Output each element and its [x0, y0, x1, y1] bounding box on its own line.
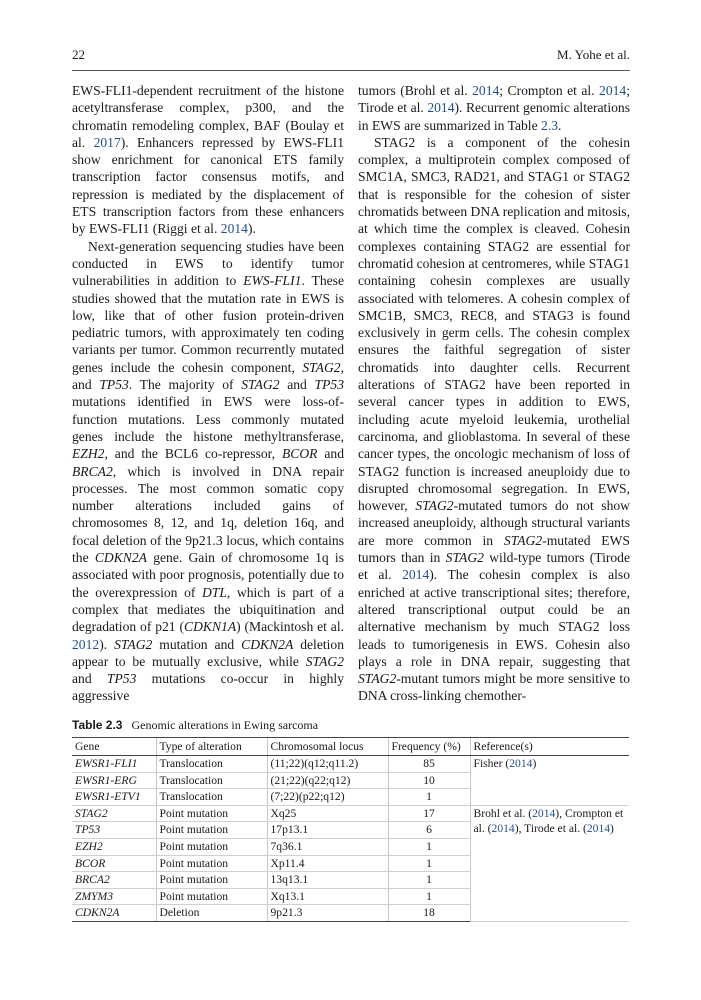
text-run: tumors (Brohl et al. — [358, 83, 473, 98]
left-text-column — [72, 82, 344, 705]
body-paragraph — [358, 134, 630, 705]
alteration-type-cell: Point mutation — [156, 855, 267, 872]
table-row — [72, 756, 629, 773]
italic-gene-name: STAG2 — [302, 359, 341, 375]
table-header-row — [72, 738, 629, 756]
genomic-alterations-table — [72, 737, 629, 922]
body-paragraph — [72, 82, 344, 238]
alteration-type-cell: Point mutation — [156, 822, 267, 839]
italic-gene-name: STAG2 — [114, 636, 153, 652]
text-run: . — [558, 117, 562, 133]
table-caption — [72, 718, 318, 733]
column-header: Reference(s) — [470, 738, 629, 756]
locus-cell: 13q13.1 — [267, 872, 388, 889]
italic-gene-name: EWS-FLI1 — [243, 273, 302, 289]
header-rule — [72, 70, 630, 71]
text-run: -mutated tumors do not show increased aneuploidy, although structural variants are more common in — [358, 498, 630, 548]
locus-cell: 7q36.1 — [267, 838, 388, 855]
text-run: ) — [532, 757, 537, 770]
text-run: . The majority of — [128, 377, 242, 393]
body-paragraph — [358, 82, 630, 134]
italic-gene-name: BCOR — [281, 446, 318, 462]
gene-cell: TP53 — [72, 822, 156, 839]
text-run: deletion appear to be mutually exclusive, while — [72, 636, 345, 669]
text-run: ; Crompton et al. — [499, 83, 600, 98]
locus-cell: Xp11.4 — [267, 855, 388, 872]
text-run: ), Tirode et al. ( — [514, 821, 587, 835]
text-run: and — [72, 671, 107, 687]
frequency-cell: 1 — [388, 838, 470, 855]
citation-link[interactable]: 2014 — [427, 100, 455, 116]
frequency-cell: 1 — [388, 872, 470, 889]
column-header: Chromosomal locus — [267, 738, 388, 756]
frequency-cell: 1 — [388, 888, 470, 905]
alteration-type-cell: Translocation — [156, 756, 267, 773]
frequency-cell: 85 — [388, 756, 470, 773]
text-run: and — [317, 446, 344, 462]
text-run: wild-type tumors (Tirode et al. — [358, 550, 631, 583]
citation-link[interactable]: 2014 — [586, 821, 611, 835]
citation-link[interactable]: 2014 — [509, 757, 533, 770]
text-run: ). The cohesin complex is also enriched at active transcriptional sites; therefore, altered transcriptional output could be an alternative mechanism by much STAG2 loss leads to tumorigenesis in EWS. Cohesin also plays a role in DNA repair, suggesting that — [358, 567, 630, 669]
locus-cell: (11;22)(q12;q11.2) — [267, 756, 388, 773]
italic-gene-name: STAG2 — [445, 550, 484, 566]
citation-link[interactable]: 2.3 — [541, 117, 559, 133]
table-label: Table 2.3 — [72, 718, 123, 732]
text-run: mutations identified in EWS were loss-of-function mutations. Less commonly mutated genes include the histone methyltransferase, — [72, 394, 344, 444]
body-paragraph — [72, 238, 344, 705]
italic-gene-name: TP53 — [99, 377, 129, 393]
right-text-column — [358, 82, 630, 705]
italic-gene-name: TP53 — [106, 671, 137, 687]
references-cell — [470, 805, 629, 921]
italic-gene-name: STAG2 — [358, 671, 397, 687]
gene-cell: BRCA2 — [72, 872, 156, 889]
gene-cell: EWSR1-ERG — [72, 772, 156, 789]
alteration-type-cell: Point mutation — [156, 805, 267, 822]
text-run: ) (Mackintosh et al. — [236, 619, 344, 635]
italic-gene-name: STAG2 — [305, 653, 344, 669]
gene-cell: EWSR1-ETV1 — [72, 789, 156, 806]
text-run: ). Recurrent genomic alterations in EWS are summarized in Table — [358, 100, 630, 133]
italic-gene-name: BRCA2 — [72, 463, 113, 479]
text-run: , which is part of a complex that mediates the ubiquitination and degradation of p21 ( — [72, 584, 345, 635]
alteration-type-cell: Point mutation — [156, 872, 267, 889]
citation-link[interactable]: 2014 — [220, 221, 248, 237]
citation-link[interactable]: 2014 — [599, 83, 627, 98]
citation-link[interactable]: 2012 — [72, 636, 100, 652]
gene-cell: CDKN2A — [72, 905, 156, 922]
gene-cell: STAG2 — [72, 805, 156, 822]
alteration-type-cell: Translocation — [156, 789, 267, 806]
gene-cell: EZH2 — [72, 838, 156, 855]
gene-cell: BCOR — [72, 855, 156, 872]
text-run: and — [279, 377, 315, 393]
text-run: , which is involved in DNA repair processes. The most common somatic copy number alterations included gains of chromosomes 8, 12, and 1q, deletion 16q, and focal deletion of the 9p21.3 locus, which contains the — [72, 463, 344, 566]
italic-gene-name: CDKN2A — [94, 550, 147, 566]
locus-cell: (7;22)(p22;q12) — [267, 789, 388, 806]
alteration-type-cell: Deletion — [156, 905, 267, 922]
frequency-cell: 10 — [388, 772, 470, 789]
text-run: Fisher ( — [473, 757, 510, 770]
table-row — [72, 805, 629, 822]
running-head-authors: M. Yohe et al. — [557, 47, 630, 62]
italic-gene-name: EZH2 — [72, 446, 105, 462]
text-run: Next-generation sequencing studies have been conducted in EWS to identify tumor vulnerabilities in addition to — [72, 238, 344, 289]
citation-link[interactable]: 2017 — [93, 134, 121, 150]
text-run: , and the BCL6 co-repressor, — [104, 446, 282, 462]
text-run: . These studies showed that the mutation rate in EWS is low, like that of other fusion protein-driven pediatric tumors, with approximately ten coding variants per tumor. Common recurrently mutated genes include the cohesin component, — [72, 273, 345, 375]
text-run: ) — [610, 821, 614, 835]
citation-link[interactable]: 2014 — [472, 83, 500, 98]
text-run: ). — [99, 636, 115, 652]
locus-cell: Xq13.1 — [267, 888, 388, 905]
italic-gene-name: STAG2 — [415, 498, 454, 514]
text-run: mutation and — [152, 636, 242, 652]
table-title: Genomic alterations in Ewing sarcoma — [131, 718, 319, 732]
italic-gene-name: CDKN2A — [241, 636, 294, 652]
text-run: mutations co-occur in highly aggressive — [72, 671, 344, 704]
page-number: 22 — [72, 47, 85, 62]
text-run: ; Tirode et al. — [358, 83, 630, 116]
text-run: -mutated EWS tumors than in — [358, 532, 630, 566]
locus-cell: 9p21.3 — [267, 905, 388, 922]
gene-cell: ZMYM3 — [72, 888, 156, 905]
italic-gene-name: TP53 — [314, 377, 344, 393]
column-header: Type of alteration — [156, 738, 267, 756]
frequency-cell: 1 — [388, 789, 470, 806]
text-run: ). Enhancers repressed by EWS-FLI1 show enrichment for canonical ETS family transcription factor consensus motifs, and repression is mediated by the displacement of ETS transcription factors from these enhancers by EWS-FLI1 (Riggi et al. — [72, 134, 344, 237]
column-header: Gene — [72, 738, 156, 756]
frequency-cell: 17 — [388, 805, 470, 822]
alteration-type-cell: Point mutation — [156, 838, 267, 855]
text-run: Brohl et al. ( — [473, 806, 533, 820]
references-cell — [470, 756, 629, 806]
alteration-type-cell: Point mutation — [156, 888, 267, 905]
text-run: EWS-FLI1-dependent recruitment of the histone acetyltransferase complex, p300, and the chromatin remodeling complex, BAF (Boulay et al. — [72, 83, 344, 150]
gene-cell: EWSR1-FLI1 — [72, 756, 156, 773]
text-run: gene. Gain of chromosome 1q is associated with poor prognosis, potentially due to the overexpression of — [72, 550, 345, 600]
text-run: STAG2 is a component of the cohesin complex, a multiprotein complex composed of SMC1A, SMC3, RAD21, and STAG1 or STAG2 that is responsible for the cohesion of sister chromatids between DNA replication and mitosis, at which time the complex is cleaved. Cohesin complexes containing STAG2 are essential for chromatid cohesion at centromeres, while STAG1 containing cohesin complexes are usually associated with telomeres. A cohesin complex of SMC1B, SMC3, REC8, and STAG3 is found exclusively in germ cells. The cohesin complex ensures the faithful segregation of sister chromatids into daughter cells. Recurrent alterations of STAG2 have been reported in several cancer types in addition to EWS, including acute myeloid leukemia, urothelial carcinoma, and glioblastoma. In several of these cancer types, the oncologic mechanism of loss of STAG2 function is increased aneuploidy due to disrupted chromosomal segregation. In EWS, however, — [358, 134, 630, 514]
locus-cell: 17p13.1 — [267, 822, 388, 839]
citation-link[interactable]: 2014 — [491, 821, 515, 835]
italic-gene-name: CDKN1A — [184, 619, 237, 635]
column-header: Frequency (%) — [388, 738, 470, 756]
text-run: ), Crompton et al. ( — [473, 806, 624, 835]
frequency-cell: 1 — [388, 855, 470, 872]
frequency-cell: 18 — [388, 905, 470, 922]
text-run: , and — [72, 359, 344, 393]
frequency-cell: 6 — [388, 822, 470, 839]
alteration-type-cell: Translocation — [156, 772, 267, 789]
text-run: -mutant tumors might be more sensitive to DNA cross-linking chemother- — [358, 671, 630, 704]
citation-link[interactable]: 2014 — [402, 567, 430, 583]
citation-link[interactable]: 2014 — [532, 806, 556, 820]
italic-gene-name: DTL — [201, 584, 227, 600]
text-run: ). — [247, 221, 256, 237]
locus-cell: Xq25 — [267, 805, 388, 822]
italic-gene-name: STAG2 — [503, 532, 543, 548]
locus-cell: (21;22)(q22;q12) — [267, 772, 388, 789]
italic-gene-name: STAG2 — [241, 377, 280, 393]
